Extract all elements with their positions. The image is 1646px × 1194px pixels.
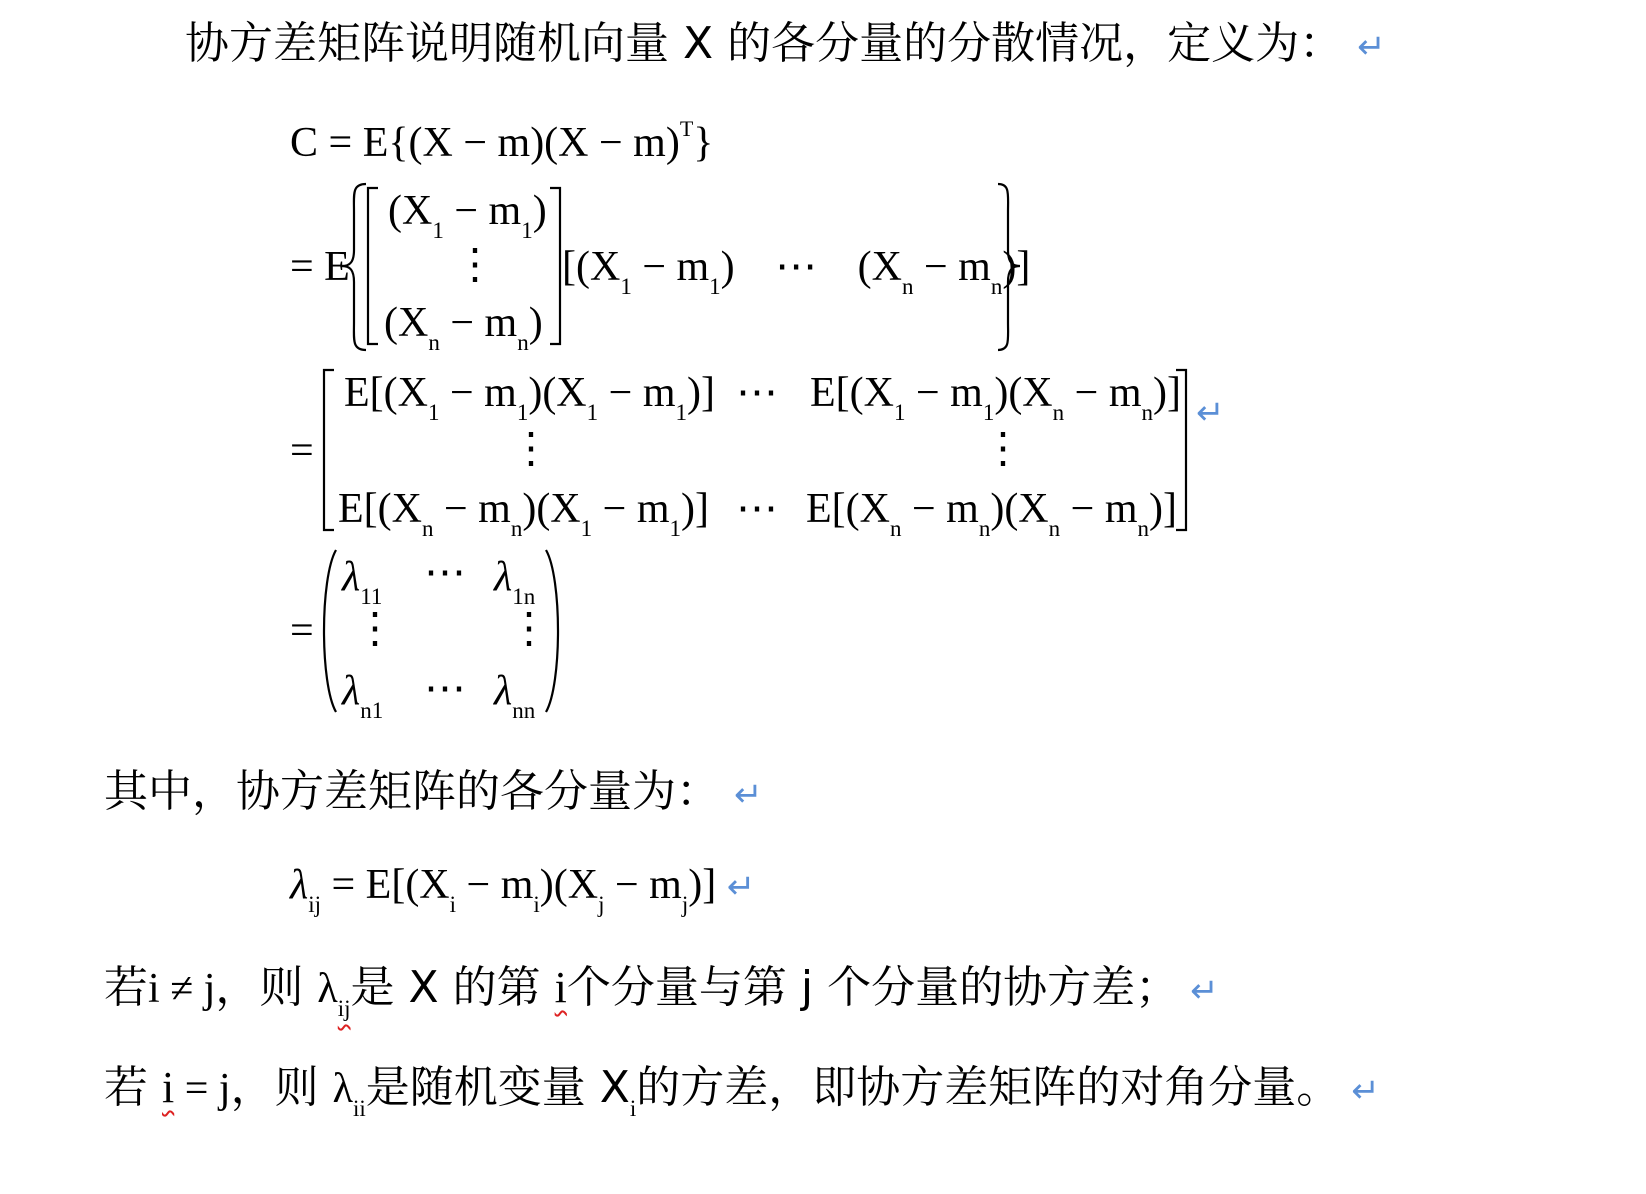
intro-paragraph xyxy=(185,18,1386,69)
eq3-entry-11: $E[(X_1 - m_1)(X_1 - m_1)]$ xyxy=(344,370,715,425)
eq2-column-bottom: $(X_n - m_n)$ xyxy=(384,300,543,355)
return-mark: ↵ xyxy=(734,775,763,815)
eq4-vdots-left: ⋮ xyxy=(354,606,396,652)
condition-i-eq-j: = j xyxy=(174,1066,231,1112)
eq3-vdots-left: ⋮ xyxy=(510,426,552,472)
return-mark: ↵ xyxy=(1357,27,1386,67)
eq2-row-vector: [$(X_1 - m_1)$ ⋯ $(X_n - m_n)$] xyxy=(562,244,1031,299)
equation-lambda-ij: $\lambda_{ij} = E[(X_i - m_i)(X_j - m_j)]$ ↵ xyxy=(290,862,756,917)
return-mark: ↵ xyxy=(1351,1071,1380,1111)
intro-text: 协方差矩阵说明随机向量 X 的各分量的分散情况，定义为： xyxy=(185,18,1344,69)
eq1-transpose: T xyxy=(679,116,694,141)
variance-statement: 若 i = j，则 $\lambda_{ii}$是随机变量 $X_i$的方差，即协方差矩阵的对角分量。 ↵ xyxy=(104,1062,1380,1121)
components-paragraph xyxy=(104,766,763,817)
eq4-prefix: = xyxy=(290,608,314,654)
eq3-prefix: = xyxy=(290,428,314,474)
eq4-vdots-right: ⋮ xyxy=(508,606,550,652)
eq2-column-top: $(X_1 - m_1)$ xyxy=(388,188,547,243)
eq1-lhs: C = E{(X − m)(X − m) xyxy=(290,120,680,166)
condition-i-neq-j: i ≠ j xyxy=(148,966,216,1012)
eq2-prefix: = E xyxy=(290,244,350,290)
covariance-statement: 若i ≠ j，则 $\lambda_{ij}$是 X 的第 i个分量与第 j 个分量的协方差； ↵ xyxy=(104,962,1219,1021)
equation-covariance-definition xyxy=(290,116,714,166)
eq4-lambda-n1: $\lambda_{n1}$ xyxy=(342,668,384,723)
eq3-entry-nn: $E[(X_n - m_n)(X_n - m_n)]$ xyxy=(806,486,1177,541)
eq3-entry-n1: $E[(X_n - m_n)(X_1 - m_1)]$ xyxy=(338,486,709,541)
eq3-return-mark: ↵ xyxy=(1196,393,1225,433)
eq2-right-brace xyxy=(996,182,1026,352)
eq3-hdots-top: ⋯ xyxy=(736,370,778,416)
eq2-row-hdots: ⋯ xyxy=(775,244,818,290)
eq4-lambda-11: $\lambda_{11}$ xyxy=(342,554,383,609)
components-text: 其中，协方差矩阵的各分量为： xyxy=(104,766,720,817)
return-mark: ↵ xyxy=(726,867,756,907)
eq3-hdots-bottom: ⋯ xyxy=(736,486,778,532)
return-mark: ↵ xyxy=(1190,971,1219,1011)
eq4-hdots-top: ⋯ xyxy=(424,550,466,596)
eq2-column-vdots: ⋮ xyxy=(454,242,496,288)
eq4-lambda-1n: $\lambda_{1n}$ xyxy=(494,554,536,609)
eq3-vdots-right: ⋮ xyxy=(982,426,1024,472)
eq1-close: } xyxy=(693,120,714,166)
eq3-entry-1n: $E[(X_1 - m_1)(X_n - m_n)]$ xyxy=(810,370,1181,425)
eq4-lambda-nn: $\lambda_{nn}$ xyxy=(494,668,536,723)
eq4-hdots-bottom: ⋯ xyxy=(424,666,466,712)
